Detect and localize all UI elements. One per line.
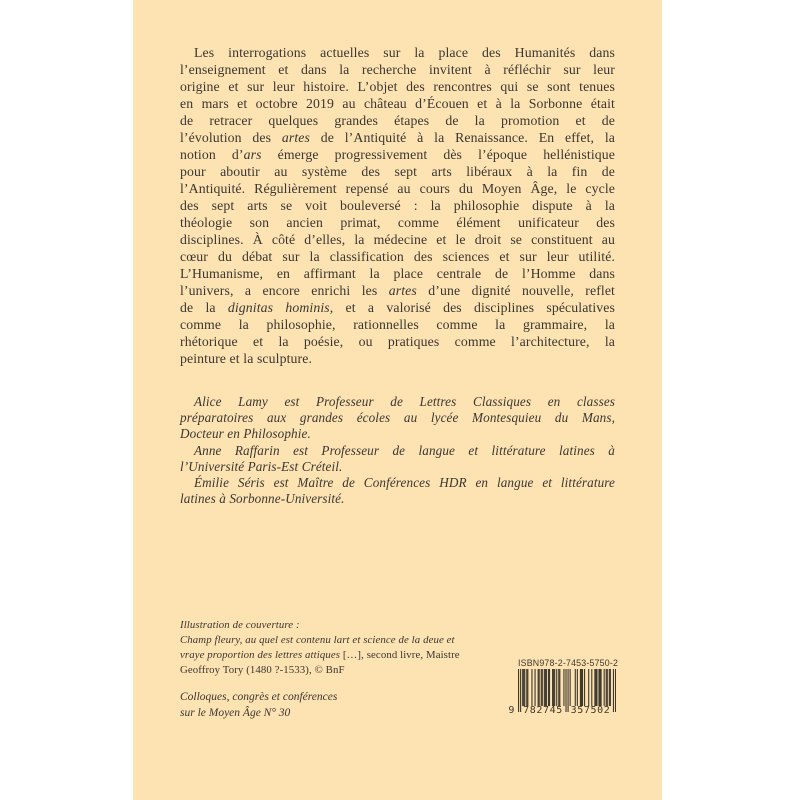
text-line bbox=[180, 197, 615, 214]
collection-series-label bbox=[180, 690, 510, 721]
text-segment: origine et sur leur histoire. L’objet des rencontres qui se sont tenues bbox=[180, 79, 615, 94]
barcode-bar bbox=[591, 669, 592, 706]
barcode-bar bbox=[595, 669, 596, 706]
barcode-bar bbox=[541, 669, 542, 706]
text-segment: des sept arts se voit bouleversé : la philosophie dispute à la bbox=[180, 198, 615, 213]
isbn-prefix: ISBN bbox=[518, 658, 540, 668]
barcode-bar bbox=[548, 669, 549, 706]
barcode-bar bbox=[581, 669, 582, 706]
text-segment: sur le Moyen Âge N° 30 bbox=[180, 706, 291, 719]
text-segment: Colloques, congrès et conférences bbox=[180, 691, 338, 703]
text-segment: comme la philosophie, rationnelles comme la grammaire, la bbox=[180, 317, 615, 332]
text-segment: disciplines. À côté d’elles, la médecine et le droit se constituent au bbox=[180, 232, 615, 247]
barcode-bar bbox=[554, 669, 555, 706]
text-segment: l’évolution des bbox=[180, 130, 282, 145]
barcode-bar bbox=[553, 669, 554, 706]
text-line bbox=[180, 333, 615, 350]
text-segment: de la bbox=[180, 300, 228, 315]
barcode-bar bbox=[549, 669, 550, 706]
barcode-bar bbox=[546, 669, 547, 706]
barcode-bar bbox=[601, 669, 602, 706]
text-line bbox=[180, 491, 615, 507]
isbn-number-label bbox=[518, 658, 619, 668]
text-segment: notion d’ bbox=[180, 147, 244, 162]
barcode-bar bbox=[526, 669, 527, 706]
text-line bbox=[180, 112, 615, 129]
book-back-cover bbox=[133, 0, 662, 800]
text-segment: Champ fleury, au quel est contenu lart et science de la deue et bbox=[180, 634, 455, 646]
text-line bbox=[180, 690, 510, 706]
barcode-bar bbox=[538, 669, 539, 706]
barcode-bar bbox=[594, 669, 595, 706]
text-line bbox=[180, 394, 615, 410]
text-line bbox=[180, 231, 615, 248]
text-line bbox=[180, 282, 615, 299]
text-line bbox=[180, 61, 615, 78]
barcode-bar bbox=[607, 669, 608, 706]
text-line bbox=[180, 648, 510, 663]
barcode-bar bbox=[577, 669, 578, 706]
text-segment: préparatoires aux grandes écoles au lycée Montesquieu du Mans, bbox=[180, 410, 615, 426]
text-segment: artes bbox=[281, 130, 310, 145]
text-line bbox=[180, 78, 615, 95]
text-line bbox=[180, 350, 615, 367]
text-segment: , et a valorisé des disciplines spéculatives bbox=[329, 300, 615, 315]
text-segment: peinture et la sculpture. bbox=[180, 351, 312, 366]
back-cover-blurb bbox=[180, 44, 615, 367]
text-line bbox=[180, 146, 615, 163]
text-line bbox=[180, 663, 510, 678]
barcode-human-readable-digits bbox=[508, 704, 616, 717]
text-line bbox=[180, 426, 615, 442]
barcode-bar bbox=[598, 669, 599, 706]
barcode-digits-right: 357502 bbox=[570, 705, 611, 716]
text-line bbox=[180, 706, 510, 722]
barcode-bar bbox=[545, 669, 546, 706]
barcode-bar bbox=[606, 669, 607, 706]
barcode-bar bbox=[609, 669, 610, 706]
text-segment: rhétorique et la poésie, ou pratiques comme l’architecture, la bbox=[180, 334, 615, 349]
text-line bbox=[180, 129, 615, 146]
barcode-bar bbox=[584, 669, 585, 706]
text-segment: l’enseignement et dans la recherche invitent à réfléchir sur leur bbox=[180, 62, 615, 77]
text-line bbox=[180, 459, 615, 475]
text-line bbox=[180, 265, 615, 282]
barcode-digit-first: 9 bbox=[508, 705, 515, 716]
barcode-bar bbox=[522, 669, 523, 706]
text-segment: Alice Lamy est Professeur de Lettres Classiques en classes bbox=[194, 394, 615, 409]
text-segment: l’Antiquité. Régulièrement repensé au cours du Moyen Âge, le cycle bbox=[180, 181, 615, 196]
barcode-bar bbox=[531, 669, 532, 706]
text-segment: théologie son ancien primat, comme élément unificateur des bbox=[180, 215, 615, 230]
text-segment: ars bbox=[243, 147, 262, 162]
barcode-bar bbox=[542, 669, 543, 706]
barcode-digits-left: 782745 bbox=[523, 705, 563, 716]
text-segment: de retracer quelques grandes étapes de la promotion et de bbox=[180, 113, 615, 128]
text-segment: dignitas hominis bbox=[227, 300, 330, 315]
barcode-bar bbox=[563, 669, 564, 706]
barcode-bar bbox=[527, 669, 528, 706]
cover-illustration-credit bbox=[180, 618, 510, 678]
barcode-bar bbox=[604, 669, 605, 706]
text-segment: Les interrogations actuelles sur la place des Humanités dans bbox=[194, 45, 615, 60]
text-line bbox=[180, 410, 615, 426]
text-segment: latines à Sorbonne-Université. bbox=[180, 491, 345, 507]
barcode-bar bbox=[559, 669, 560, 706]
text-line bbox=[180, 443, 615, 459]
text-segment: l’Université Paris-Est Créteil. bbox=[180, 458, 343, 474]
barcode-bar bbox=[552, 669, 553, 706]
text-line bbox=[180, 44, 615, 61]
text-segment: l’univers, a encore enrichi les bbox=[180, 283, 389, 298]
text-segment: Émilie Séris est Maître de Conférences HDR en langue et littérature bbox=[194, 475, 615, 491]
barcode-bar bbox=[599, 669, 600, 706]
text-segment: […], second livre, Maistre bbox=[342, 649, 460, 661]
text-segment: artes bbox=[388, 283, 417, 298]
barcode-bar bbox=[596, 669, 597, 706]
author-bios bbox=[180, 394, 615, 507]
text-segment: Anne Raffarin est Professeur de langue et littérature latines à bbox=[194, 442, 615, 458]
barcode-bar bbox=[570, 669, 571, 706]
text-line bbox=[180, 633, 510, 648]
text-line bbox=[180, 618, 510, 633]
barcode-bar bbox=[535, 669, 536, 706]
text-line bbox=[180, 95, 615, 112]
barcode-bar bbox=[580, 669, 581, 706]
barcode-bar bbox=[556, 669, 557, 706]
barcode-bar bbox=[539, 669, 540, 706]
barcode-bar bbox=[524, 669, 525, 706]
isbn-number: 978-2-7453-5750-2 bbox=[539, 658, 619, 668]
text-line bbox=[180, 180, 615, 197]
text-line bbox=[180, 163, 615, 180]
text-segment: L’Humanisme, en affirmant la place centrale de l’Homme dans bbox=[180, 266, 615, 281]
text-line bbox=[180, 248, 615, 265]
text-line bbox=[180, 475, 615, 491]
isbn-barcode-block bbox=[508, 658, 619, 719]
text-line bbox=[180, 316, 615, 333]
barcode-bar bbox=[558, 669, 559, 706]
text-segment: d’une dignité nouvelle, reflet bbox=[416, 283, 615, 298]
barcode-bar bbox=[588, 669, 589, 706]
text-segment: Docteur en Philosophie. bbox=[180, 426, 311, 442]
barcode-bar bbox=[610, 669, 611, 706]
text-segment: cœur du débat sur la classification des sciences et sur leur utilité. bbox=[180, 249, 615, 264]
text-segment: émerge progressivement dès l’époque hellénistique bbox=[261, 147, 615, 162]
text-segment: vraye proportion des lettres attiques bbox=[180, 649, 343, 661]
barcode-bar bbox=[575, 669, 576, 706]
text-segment: pour aboutir au système des sept arts libéraux à la fin de bbox=[180, 164, 615, 179]
text-segment: Geoffroy Tory (1480 ?-1533), © BnF bbox=[180, 664, 345, 676]
barcode-bar bbox=[582, 669, 583, 706]
text-segment: Illustration de couverture : bbox=[180, 619, 300, 631]
barcode-bar bbox=[523, 669, 524, 706]
text-segment: en mars et octobre 2019 au château d’Écouen et à la Sorbonne était bbox=[180, 96, 615, 111]
text-segment: de l’Antiquité à la Renaissance. En effet, la bbox=[309, 130, 616, 145]
barcode-bar bbox=[544, 669, 545, 706]
text-line bbox=[180, 214, 615, 231]
text-line bbox=[180, 299, 615, 316]
